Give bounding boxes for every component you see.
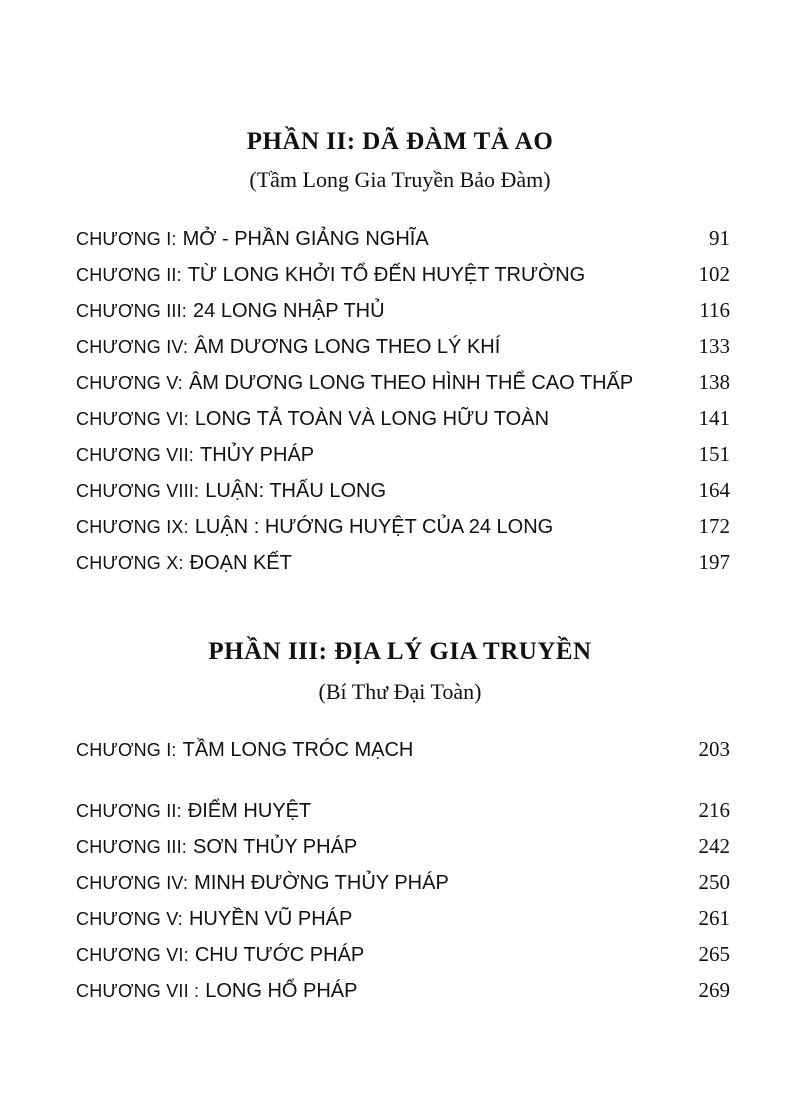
- chapter-number: CHƯƠNG III:: [76, 837, 188, 857]
- chapter-number: CHƯƠNG V:: [76, 373, 183, 393]
- toc-entry-label: [76, 800, 311, 823]
- chapter-title: 24 LONG NHẬP THỦ: [193, 300, 385, 322]
- chapter-title: LUẬN : HƯỚNG HUYỆT CỦA 24 LONG: [194, 516, 554, 538]
- toc-entry[interactable]: [76, 406, 730, 436]
- chapter-number: CHƯƠNG IX:: [76, 517, 189, 537]
- toc-entry[interactable]: [76, 942, 730, 972]
- toc-entry-label: [76, 300, 385, 323]
- page-number: 102: [698, 262, 730, 286]
- toc-entry[interactable]: [76, 478, 730, 508]
- toc-entry[interactable]: [76, 514, 730, 544]
- chapter-title: ÂM DƯƠNG LONG THEO LÝ KHÍ: [194, 336, 501, 358]
- chapter-number: CHƯƠNG IV:: [76, 337, 189, 357]
- chapter-number: CHƯƠNG VIII:: [76, 481, 200, 501]
- chapter-number: CHƯƠNG VI:: [76, 409, 189, 429]
- page-number: 141: [698, 406, 730, 430]
- toc-entry-label: [76, 408, 549, 431]
- chapter-title: ĐOẠN KẾT: [189, 552, 292, 574]
- page-number: 261: [698, 906, 730, 930]
- chapter-number: CHƯƠNG VII:: [76, 445, 195, 465]
- toc-entry[interactable]: [76, 262, 730, 292]
- chapter-title: ÂM DƯƠNG LONG THEO HÌNH THỂ CAO THẤP: [188, 372, 634, 394]
- page-number: 203: [698, 737, 730, 761]
- toc-entry[interactable]: [76, 906, 730, 936]
- section-title-part-2: PHẦN II: DÃ ĐÀM TẢ AO: [246, 128, 554, 155]
- toc-entry-label: [76, 908, 352, 931]
- chapter-number: CHƯƠNG II:: [76, 801, 182, 821]
- toc-entry[interactable]: [76, 370, 730, 400]
- toc-entry[interactable]: [76, 226, 730, 256]
- toc-entry-label: [76, 264, 585, 287]
- section-subtitle-part-3: (Bí Thư Đại Toàn): [318, 679, 482, 704]
- page-number: 91: [709, 226, 730, 250]
- chapter-number: CHƯƠNG VII :: [76, 981, 200, 1001]
- toc-entry-label: [76, 228, 429, 251]
- toc-entry-label: [76, 836, 357, 859]
- chapter-title: TỪ LONG KHỞI TỔ ĐẾN HUYỆT TRƯỜNG: [187, 264, 586, 286]
- chapter-number: CHƯƠNG V:: [76, 909, 183, 929]
- toc-entry[interactable]: [76, 798, 730, 828]
- page-number: 172: [698, 514, 730, 538]
- toc-entry[interactable]: [76, 737, 730, 767]
- page-number: 138: [698, 370, 730, 394]
- page-number: 250: [698, 870, 730, 894]
- page-number: 216: [698, 798, 730, 822]
- chapter-title: LUẬN: THẤU LONG: [205, 480, 386, 502]
- chapter-title: MINH ĐƯỜNG THỦY PHÁP: [194, 872, 449, 894]
- page-number: 151: [698, 442, 730, 466]
- chapter-number: CHƯƠNG VI:: [76, 945, 189, 965]
- toc-entry[interactable]: [76, 978, 730, 1008]
- page-number: 197: [698, 550, 730, 574]
- chapter-number: CHƯƠNG II:: [76, 265, 182, 285]
- chapter-title: THỦY PHÁP: [200, 444, 315, 466]
- chapter-number: CHƯƠNG III:: [76, 301, 188, 321]
- section-title-part-3: PHẦN III: ĐỊA LÝ GIA TRUYỀN: [208, 638, 592, 665]
- page-number: 116: [699, 298, 730, 322]
- toc-entry[interactable]: [76, 870, 730, 900]
- page-number: 269: [698, 978, 730, 1002]
- toc-entry-label: [76, 739, 413, 762]
- toc-entry-label: [76, 944, 364, 967]
- toc-entry[interactable]: [76, 298, 730, 328]
- chapter-title: HUYỀN VŨ PHÁP: [188, 908, 353, 930]
- chapter-title: ĐIỂM HUYỆT: [187, 800, 312, 822]
- chapter-title: MỞ - PHẦN GIẢNG NGHĨA: [182, 228, 429, 250]
- chapter-number: CHƯƠNG I:: [76, 740, 177, 760]
- toc-entry[interactable]: [76, 442, 730, 472]
- toc-entry-label: [76, 444, 314, 467]
- chapter-number: CHƯƠNG IV:: [76, 873, 189, 893]
- chapter-title: LONG TẢ TOÀN VÀ LONG HỮU TOÀN: [194, 408, 550, 430]
- chapter-title: SƠN THỦY PHÁP: [193, 836, 358, 858]
- toc-entry-label: [76, 516, 553, 539]
- section-subtitle-part-2: (Tầm Long Gia Truyền Bảo Đàm): [249, 167, 551, 192]
- toc-entry[interactable]: [76, 550, 730, 580]
- toc-entry-label: [76, 336, 500, 359]
- toc-entry[interactable]: [76, 834, 730, 864]
- page-number: 242: [698, 834, 730, 858]
- toc-entry-label: [76, 552, 292, 575]
- chapter-title: CHU TƯỚC PHÁP: [194, 944, 365, 966]
- page-number: 265: [698, 942, 730, 966]
- chapter-title: TẦM LONG TRÓC MẠCH: [182, 739, 414, 761]
- toc-entry-label: [76, 372, 633, 395]
- toc-entry-label: [76, 872, 449, 895]
- chapter-number: CHƯƠNG X:: [76, 553, 184, 573]
- page-number: 164: [698, 478, 730, 502]
- chapter-title: LONG HỔ PHÁP: [205, 980, 358, 1002]
- toc-entry-label: [76, 480, 386, 503]
- toc-entry-label: [76, 980, 357, 1003]
- toc-entry[interactable]: [76, 334, 730, 364]
- page-number: 133: [698, 334, 730, 358]
- chapter-number: CHƯƠNG I:: [76, 229, 177, 249]
